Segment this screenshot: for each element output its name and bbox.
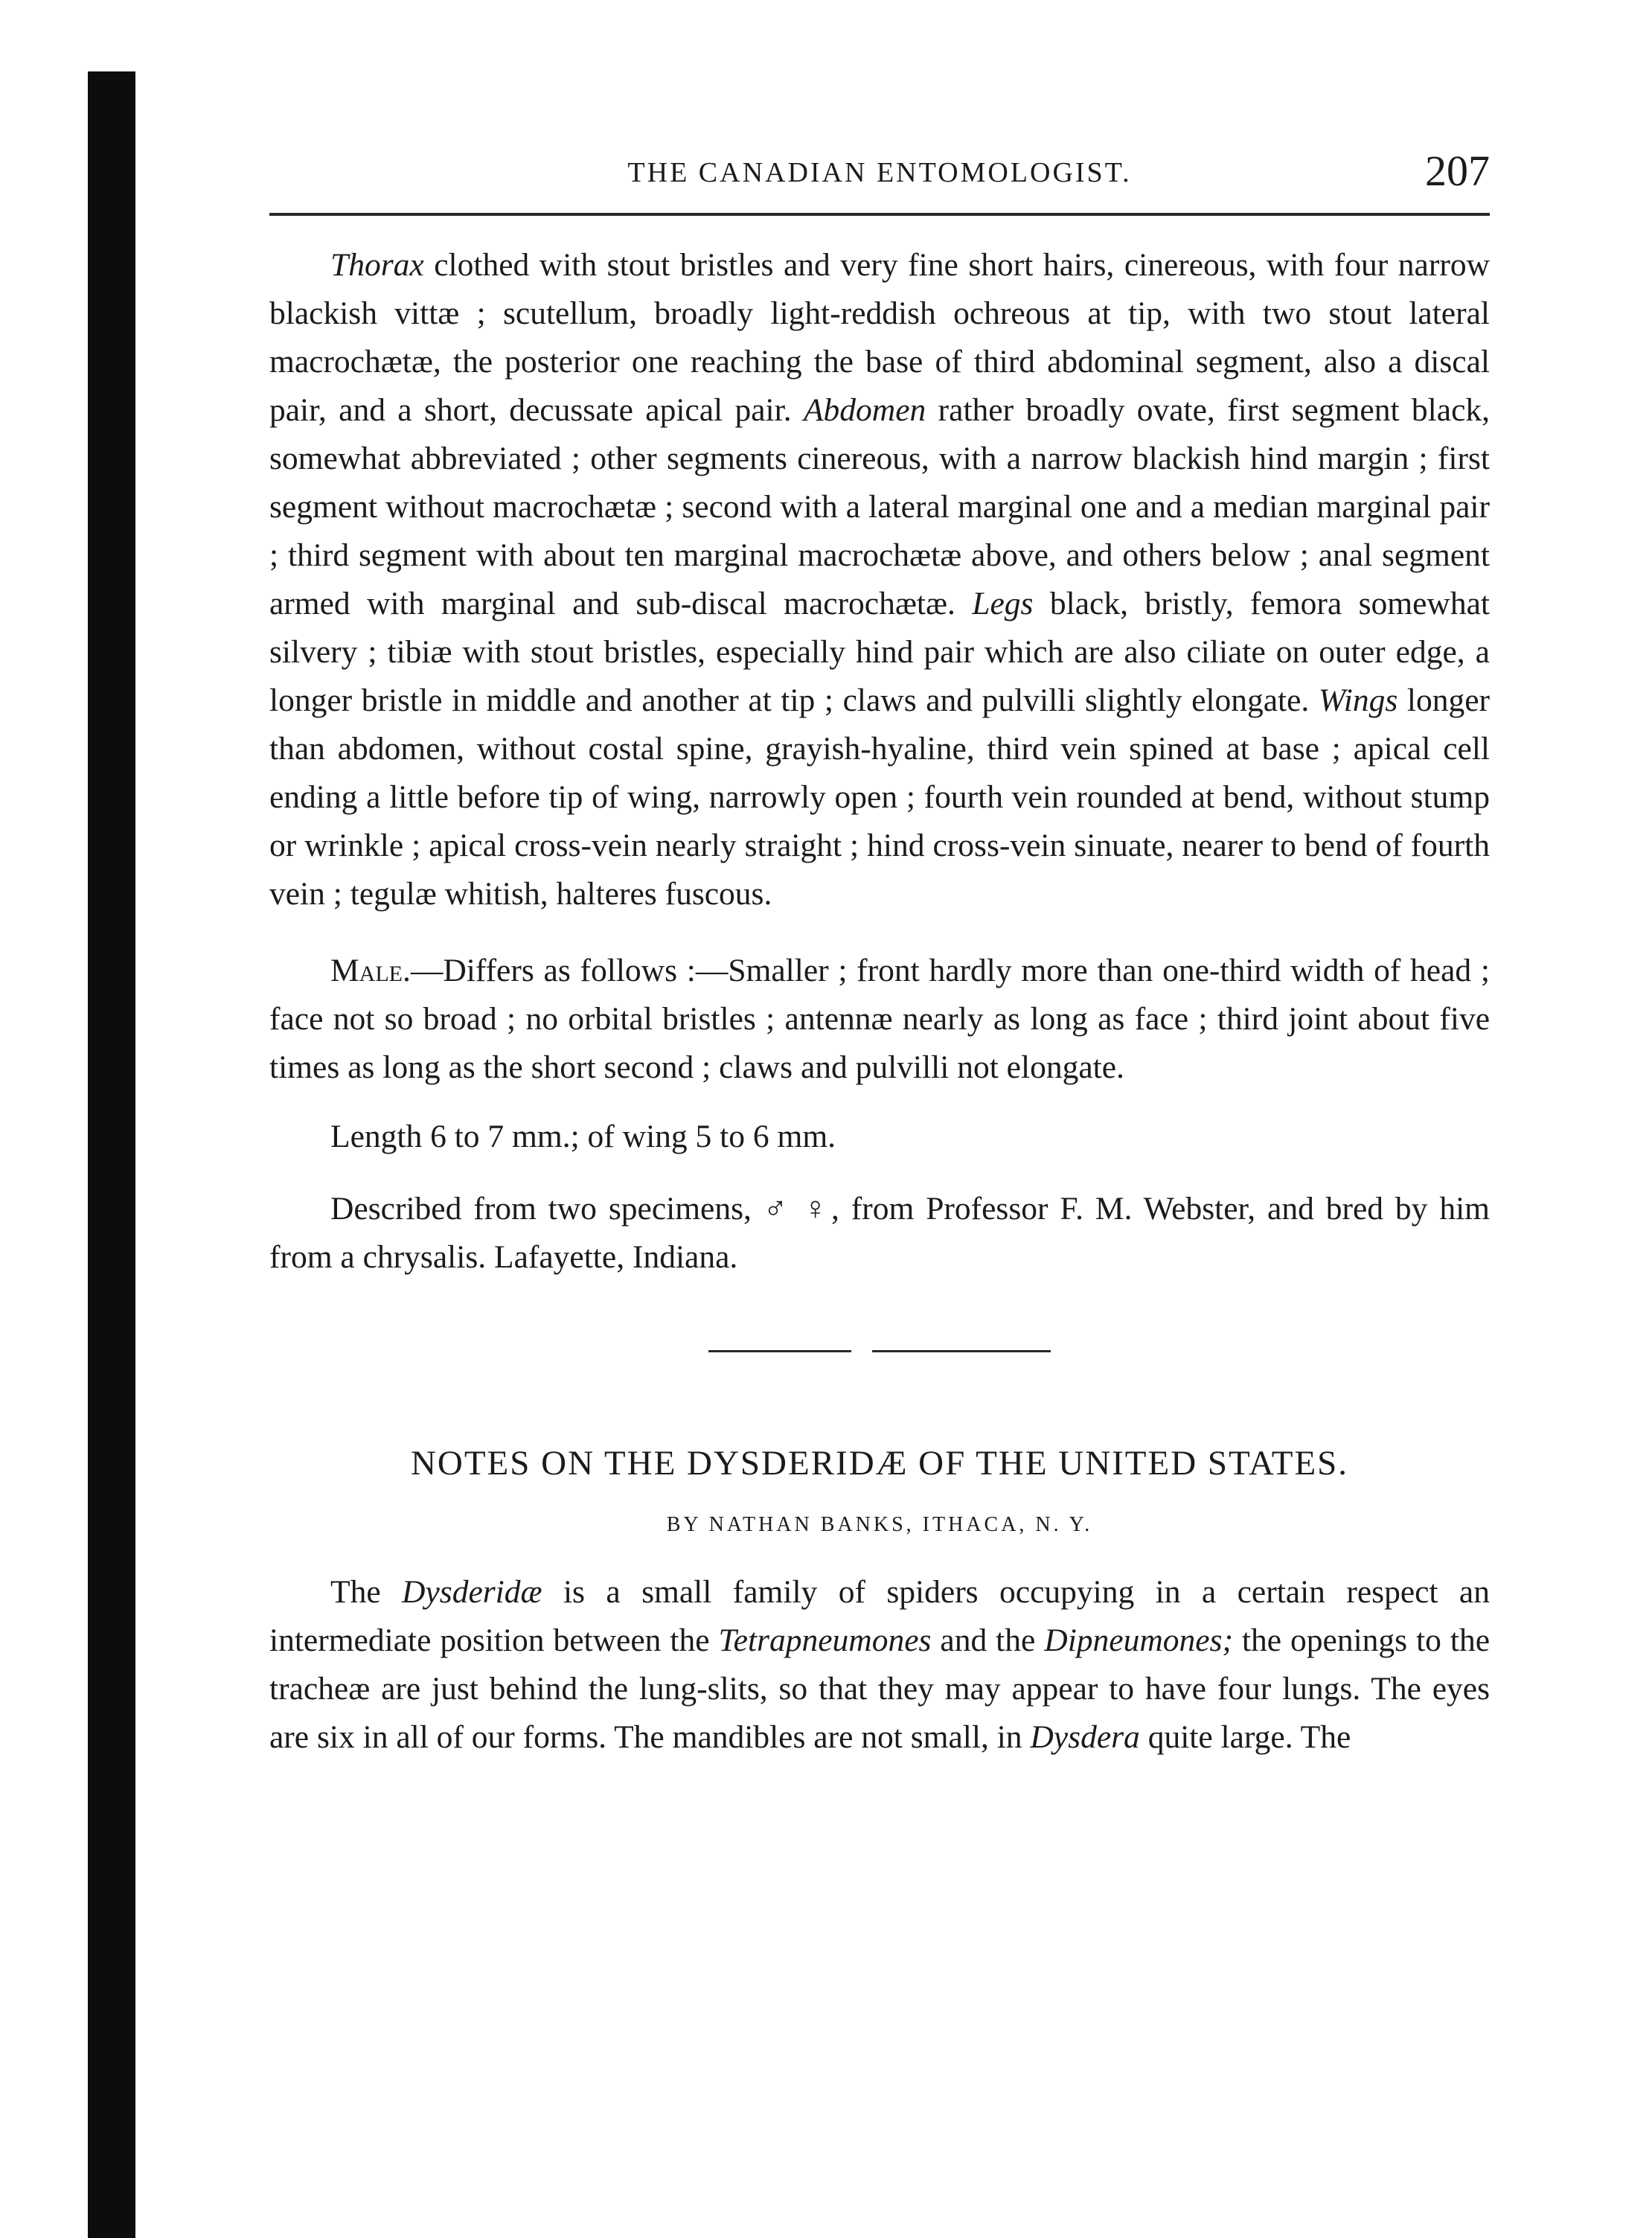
legs-label: Legs bbox=[972, 586, 1034, 621]
article-text-1: The bbox=[330, 1574, 403, 1610]
binding-shadow bbox=[88, 71, 135, 2238]
dipneumones-term: Dipneumones; bbox=[1044, 1622, 1233, 1658]
male-text: —Differs as follows :—Smaller ; front hardly more than one-third width of head ; face not so broad ; no orbital bristles ; antennæ nearly as long as face ; third joint about five times as long as the short second ; claws and pulvilli not elongate. bbox=[269, 953, 1490, 1085]
article-byline: BY NATHAN BANKS, ITHACA, N. Y. bbox=[666, 1513, 1093, 1536]
male-paragraph bbox=[269, 947, 1490, 1092]
page-number: 207 bbox=[1425, 147, 1490, 195]
running-head bbox=[269, 146, 1490, 208]
wings-text: longer than abdomen, without costal spine, grayish-hyaline, third vein spined at base ; apical cell ending a little before tip of wing, narrowly open ; fourth vein rounded at bend, without stump or wrinkle ; apical cross-vein nearly straight ; hind cross-vein sinuate, nearer to bend of fourth vein ; tegulæ whitish, halteres fuscous. bbox=[269, 682, 1490, 912]
length-paragraph: Length 6 to 7 mm.; of wing 5 to 6 mm. bbox=[330, 1119, 836, 1154]
article-text-3: and the bbox=[931, 1622, 1045, 1658]
article-text-2: is a small family of spiders occupying in a certain respect an intermediate position between the bbox=[269, 1574, 1490, 1658]
legs-text: black, bristly, femora somewhat silvery ; tibiæ with stout bristles, especially hind pair which are also ciliate on outer edge, a longer bristle in middle and another at tip ; claws and pulvilli slightly elongate. bbox=[269, 586, 1490, 718]
tetrapneumones-term: Tetrapneumones bbox=[718, 1622, 932, 1658]
section-divider bbox=[708, 1350, 1051, 1352]
abdomen-label: Abdomen bbox=[803, 392, 926, 428]
article-text-5: quite large. The bbox=[1139, 1719, 1351, 1755]
article-title: NOTES ON THE DYSDERIDÆ OF THE UNITED STATES. bbox=[410, 1444, 1349, 1483]
page bbox=[269, 146, 1490, 1762]
journal-title: THE CANADIAN ENTOMOLOGIST. bbox=[627, 157, 1132, 188]
dysdera-term: Dysdera bbox=[1030, 1719, 1140, 1755]
article-text-4: the openings to the tracheæ are just behind the lung-slits, so that they may appear to have four lungs. The eyes are six in all of our forms. The mandibles are not small, in bbox=[269, 1622, 1490, 1755]
specimens-paragraph: Described from two specimens, ♂ ♀, from Professor F. M. Webster, and bred by him from a chrysalis. Lafayette, Indiana. bbox=[269, 1191, 1490, 1275]
dysderidae-term: Dysderidæ bbox=[402, 1574, 542, 1610]
thorax-label: Thorax bbox=[330, 247, 424, 283]
header-rule bbox=[269, 213, 1490, 216]
abdomen-text: rather broadly ovate, first segment black, somewhat abbreviated ; other segments cinereous, with a narrow blackish hind margin ; first segment without macrochætæ ; second with a lateral marginal one and a median marginal pair ; third segment with about ten marginal macrochætæ above, and others below ; anal segment armed with marginal and sub-discal macrochætæ. bbox=[269, 392, 1490, 621]
male-label: Male. bbox=[330, 953, 411, 988]
article-paragraph bbox=[269, 1568, 1490, 1762]
wings-label: Wings bbox=[1318, 682, 1398, 718]
thorax-text: clothed with stout bristles and very fine short hairs, cinereous, with four narrow blackish vittæ ; scutellum, broadly light-reddish ochreous at tip, with two stout lateral macrochætæ, the posterior one reaching the base of third abdominal segment, also a discal pair, and a short, decussate apical pair. bbox=[269, 247, 1490, 428]
description-paragraph bbox=[269, 241, 1490, 918]
